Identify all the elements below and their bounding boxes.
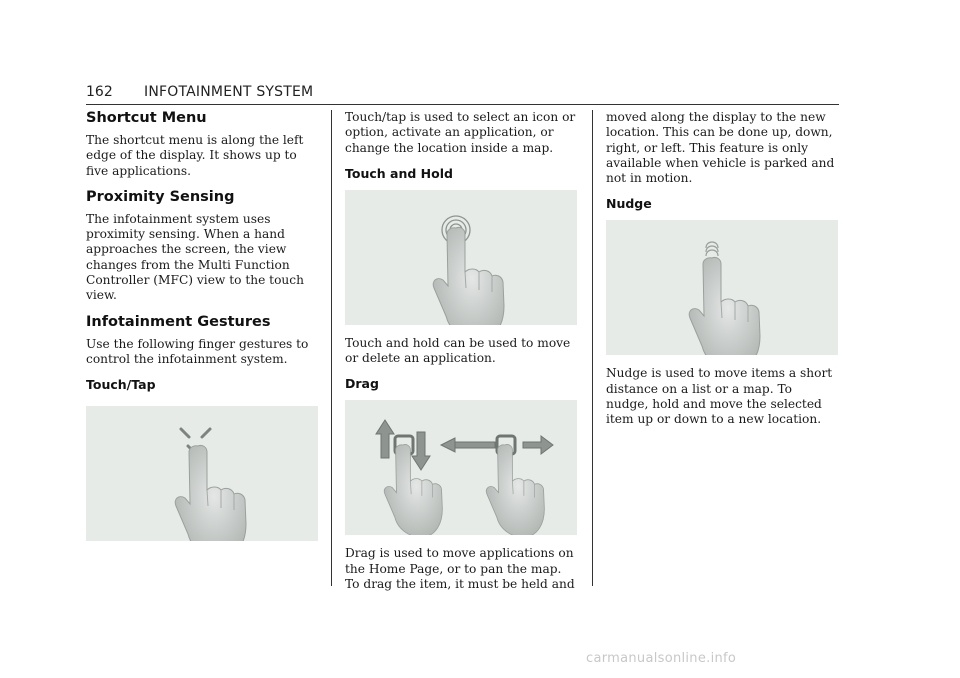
- drag-text: Drag is used to move applications on the Home Page, or to pan the map. To drag the item, it must be held and: [345, 546, 575, 592]
- nudge-illustration: [606, 220, 838, 355]
- column-left: [86, 110, 318, 552]
- watermark: carmanualsonline.info: [586, 651, 737, 666]
- touch-tap-illustration: [86, 406, 318, 541]
- page-header: [86, 84, 839, 105]
- infotainment-gestures-heading: Infotainment Gestures: [86, 313, 271, 330]
- touch-hold-hand-icon: [345, 190, 577, 325]
- column-divider: [331, 110, 332, 586]
- proximity-sensing-heading: Proximity Sensing: [86, 188, 235, 205]
- infotainment-gestures-text: Use the following finger gestures to control the infotainment system.: [86, 336, 309, 366]
- drag-text-continued: moved along the display to the new location. This can be done up, down, right, or left. This feature is only available when vehicle is parked and not in motion.: [606, 110, 835, 186]
- proximity-sensing-text: The infotainment system uses proximity sensing. When a hand approaches the screen, the view changes from the Multi Function Controller (MFC) view to the touch view.: [86, 211, 304, 303]
- section-title: INFOTAINMENT SYSTEM: [144, 84, 314, 100]
- column-divider: [592, 110, 593, 586]
- touch-hold-illustration: [345, 190, 577, 325]
- page-number: 162: [86, 84, 113, 100]
- nudge-heading: Nudge: [606, 196, 652, 212]
- nudge-hand-icon: [606, 220, 838, 355]
- shortcut-menu-text: The shortcut menu is along the left edge of the display. It shows up to five applications.: [86, 133, 304, 178]
- column-right: [606, 110, 838, 438]
- drag-hands-icon: [345, 400, 577, 535]
- column-middle: [345, 110, 577, 602]
- nudge-text: Nudge is used to move items a short distance on a list or a map. To nudge, hold and move the selected item up or down to a new location.: [606, 366, 833, 427]
- touch-tap-heading: Touch/Tap: [86, 377, 156, 393]
- touch-hold-text: Touch and hold can be used to move or delete an application.: [345, 335, 571, 366]
- touch-hold-heading: Touch and Hold: [345, 165, 453, 181]
- drag-heading: Drag: [345, 376, 379, 392]
- drag-illustration: [345, 400, 577, 535]
- shortcut-menu-heading: Shortcut Menu: [86, 110, 207, 126]
- touch-tap-text: Touch/tap is used to select an icon or option, activate an application, or change the location inside a map.: [345, 110, 576, 155]
- touch-tap-hand-icon: [86, 406, 318, 541]
